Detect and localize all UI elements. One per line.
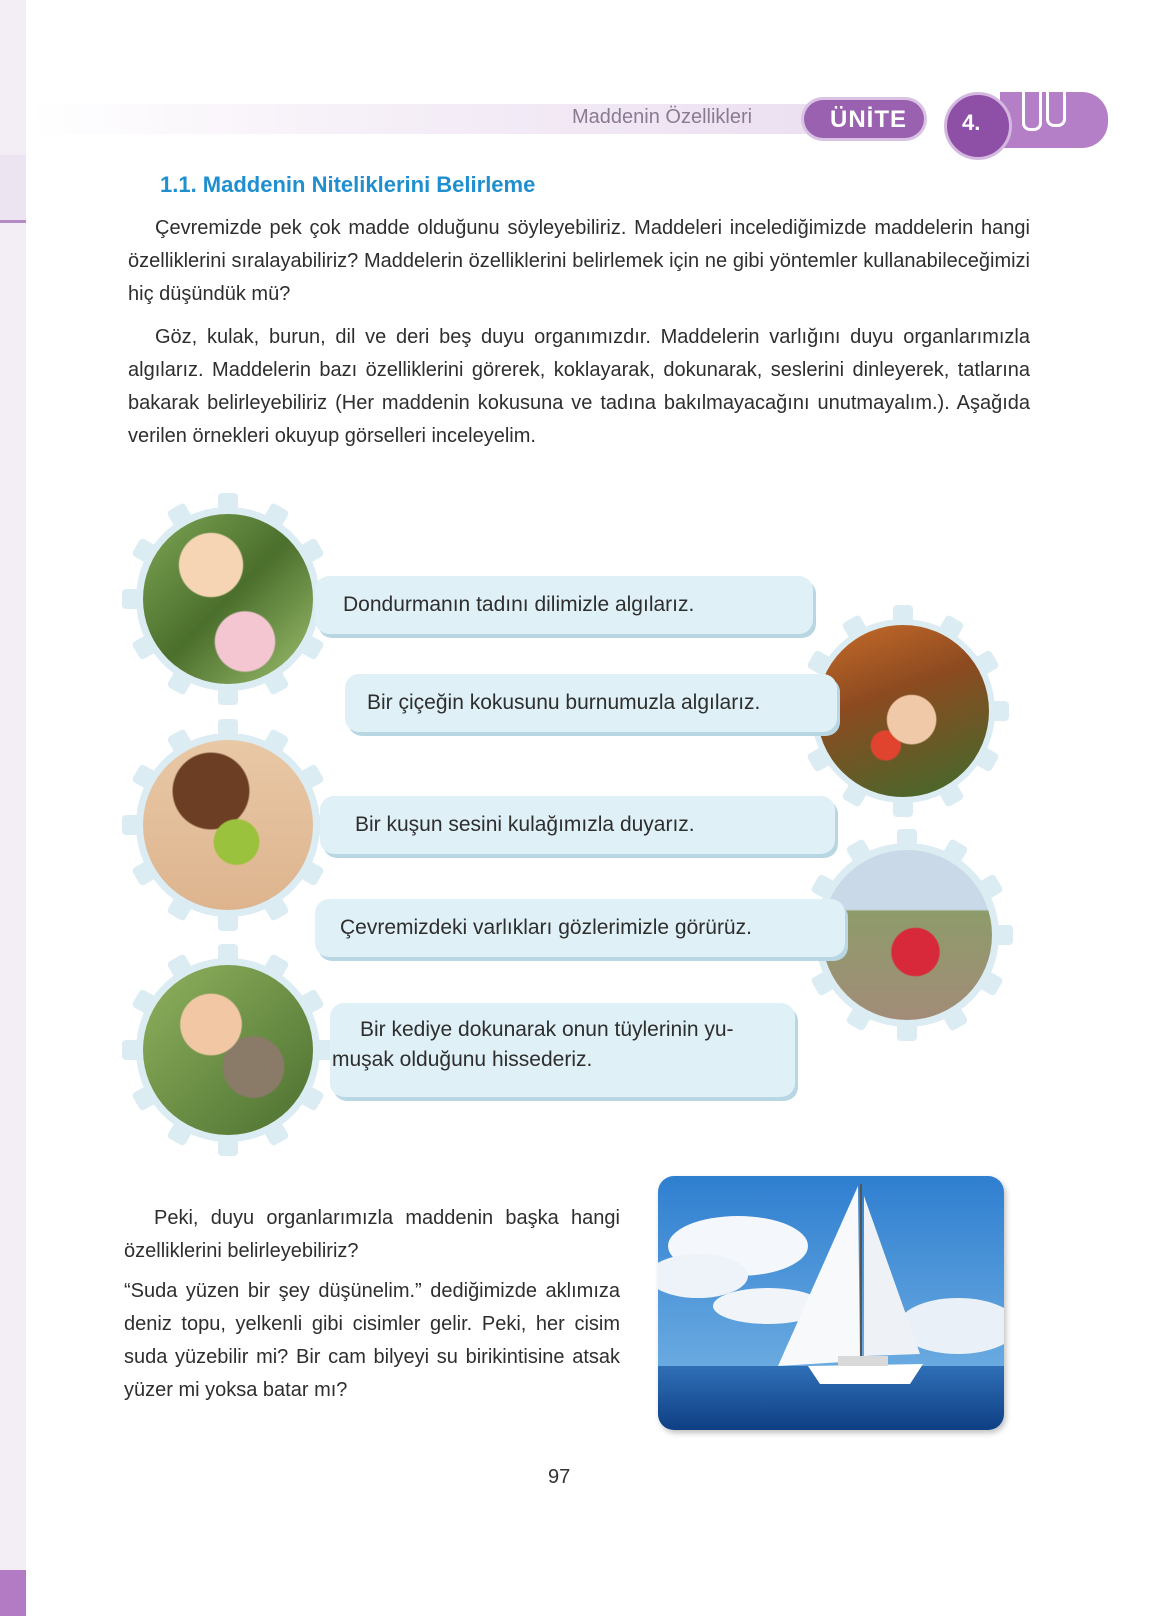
floating-paragraph [124,1275,620,1407]
test-tube-icon [1046,82,1066,127]
test-tube-icon [1022,86,1042,131]
senses-paragraph [128,321,1030,453]
unit-title: Maddenin Özellikleri [572,106,753,128]
paragraph-text: “Suda yüzen bir şey düşünelim.” dediğimizde aklımıza deniz topu, yelkenli gibi cisimler gelir. Peki, her cisim suda yüzebilir mi? Bir cam bilyeyi su birikintisine atsak yüzer mi yoksa batar mı? [124,1280,620,1401]
unit-number: 4. [962,110,981,135]
caption-line: Bir kediye dokunarak onun tüylerinin yu- [360,1018,734,1041]
sense-sight-caption: Çevremizdeki varlıkları gözlerimizle görürüz. [315,899,845,957]
sense-smell-caption: Bir çiçeğin kokusunu burnumuzla algılarız. [345,674,837,732]
photo-girl-flower [817,625,989,797]
sense-taste-caption: Dondurmanın tadını dilimizle algılarız. [315,576,813,634]
page-left-edge [0,0,26,1616]
edge-tab-bottom [0,1570,26,1616]
unit-label: ÜNİTE [830,106,907,133]
paragraph-text: Peki, duyu organlarımızla maddenin başka hangi özelliklerini belirleyebiliriz? [124,1207,620,1262]
sense-hearing-caption: Bir kuşun sesini kulağımızla duyarız. [320,796,835,854]
paragraph-text: Çevremizde pek çok madde olduğunu söyleyebiliriz. Maddeleri incelediğimizde maddelerin hangi özelliklerini sıralayabiliriz? Maddelerin özelliklerini belirlemek için ne gibi yöntemler kullanabileceğimizi hiç düşündük mü? [128,217,1030,305]
photo-boy-budgie [143,740,313,910]
question-paragraph [124,1202,620,1268]
photo-girl-ice-cream [143,514,313,684]
sense-touch-caption [330,1003,795,1097]
photo-child-park [822,850,992,1020]
edge-tab [0,155,26,223]
caption-line: muşak olduğunu hissederiz. [332,1048,593,1071]
paragraph-text: Göz, kulak, burun, dil ve deri beş duyu organımızdır. Maddelerin varlığını duyu organlarımızla algılarız. Maddelerin bazı özelliklerini görerek, koklayarak, dokunarak, seslerini dinleyerek, tatlarına bakarak belirleyebiliriz (Her maddenin kokusuna ve tadına bakılmayacağını unutmayalım.). Aşağıda verilen örnekleri okuyup görselleri inceleyelim. [128,326,1030,447]
photo-child-kitten [143,965,313,1135]
photo-sailboat [658,1176,1004,1430]
section-title: 1.1. Maddenin Niteliklerini Belirleme [160,172,536,197]
page-number: 97 [548,1466,571,1488]
intro-paragraph [128,212,1030,311]
